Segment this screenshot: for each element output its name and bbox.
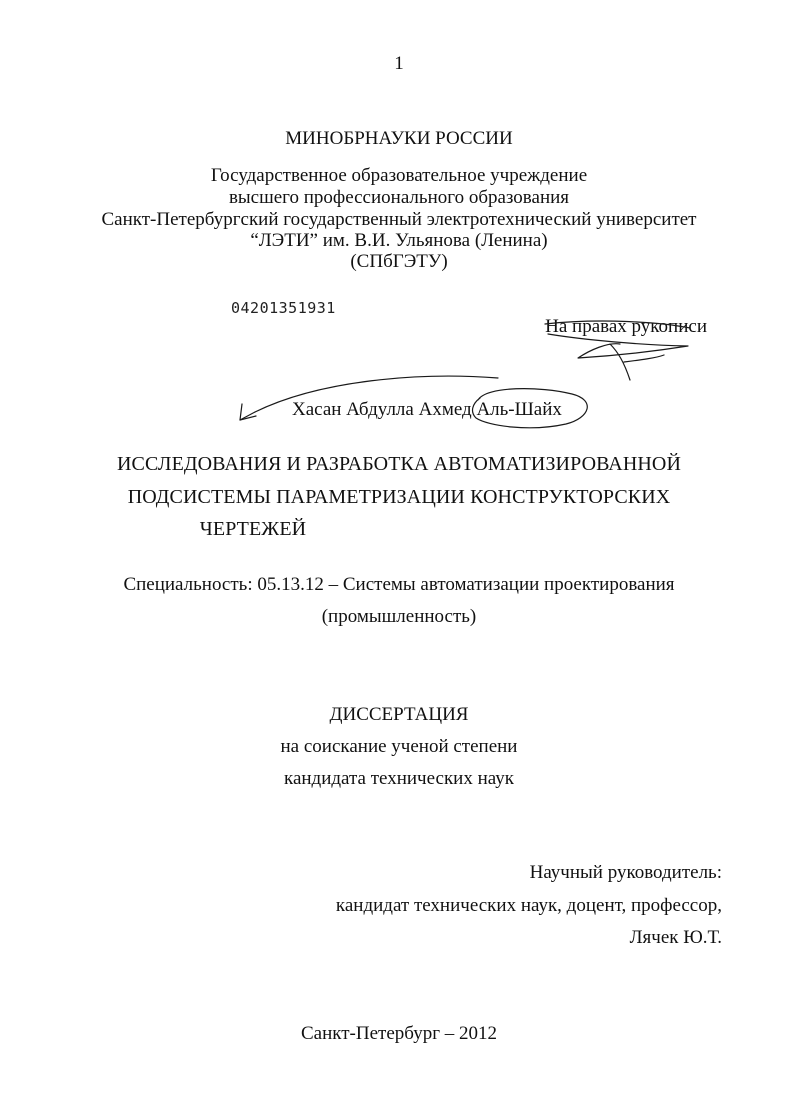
specialty-line-1: Специальность: 05.13.12 – Системы автоматизации проектирования	[123, 574, 675, 595]
ministry-heading: МИНОБРНАУКИ РОССИИ	[285, 128, 513, 149]
author-name: Хасан Абдулла Ахмед Аль-Шайх	[292, 399, 562, 420]
supervisor-name: Лячек Ю.Т.	[629, 927, 722, 948]
title-line-2: ПОДСИСТЕМЫ ПАРАМЕТРИЗАЦИИ КОНСТРУКТОРСКИХ	[127, 486, 671, 508]
degree-line-1: на соискание ученой степени	[280, 736, 518, 757]
institution-line-2: высшего профессионального образования	[228, 187, 570, 208]
page-number: 1	[394, 53, 404, 74]
institution-line-4: “ЛЭТИ” им. В.И. Ульянова (Ленина)	[250, 230, 548, 251]
supervisor-credentials: кандидат технических наук, доцент, профессор,	[335, 895, 722, 916]
manuscript-note: На правах рукописи	[545, 316, 707, 337]
institution-line-3: Санкт-Петербургский государственный электротехнический университет	[101, 209, 697, 230]
degree-line-2: кандидата технических наук	[284, 768, 514, 789]
title-line-1: ИССЛЕДОВАНИЯ И РАЗРАБОТКА АВТОМАТИЗИРОВАННОЙ	[116, 453, 682, 475]
institution-line-5: (СПбГЭТУ)	[350, 251, 448, 272]
place-year: Санкт-Петербург – 2012	[300, 1023, 497, 1044]
specialty-line-2: (промышленность)	[321, 606, 477, 627]
document-type: ДИССЕРТАЦИЯ	[329, 704, 469, 725]
institution-line-1: Государственное образовательное учреждение	[210, 165, 588, 186]
supervisor-label: Научный руководитель:	[529, 862, 722, 883]
title-line-3: ЧЕРТЕЖЕЙ	[199, 518, 307, 540]
registration-number-stamp: 04201351931	[231, 299, 336, 317]
